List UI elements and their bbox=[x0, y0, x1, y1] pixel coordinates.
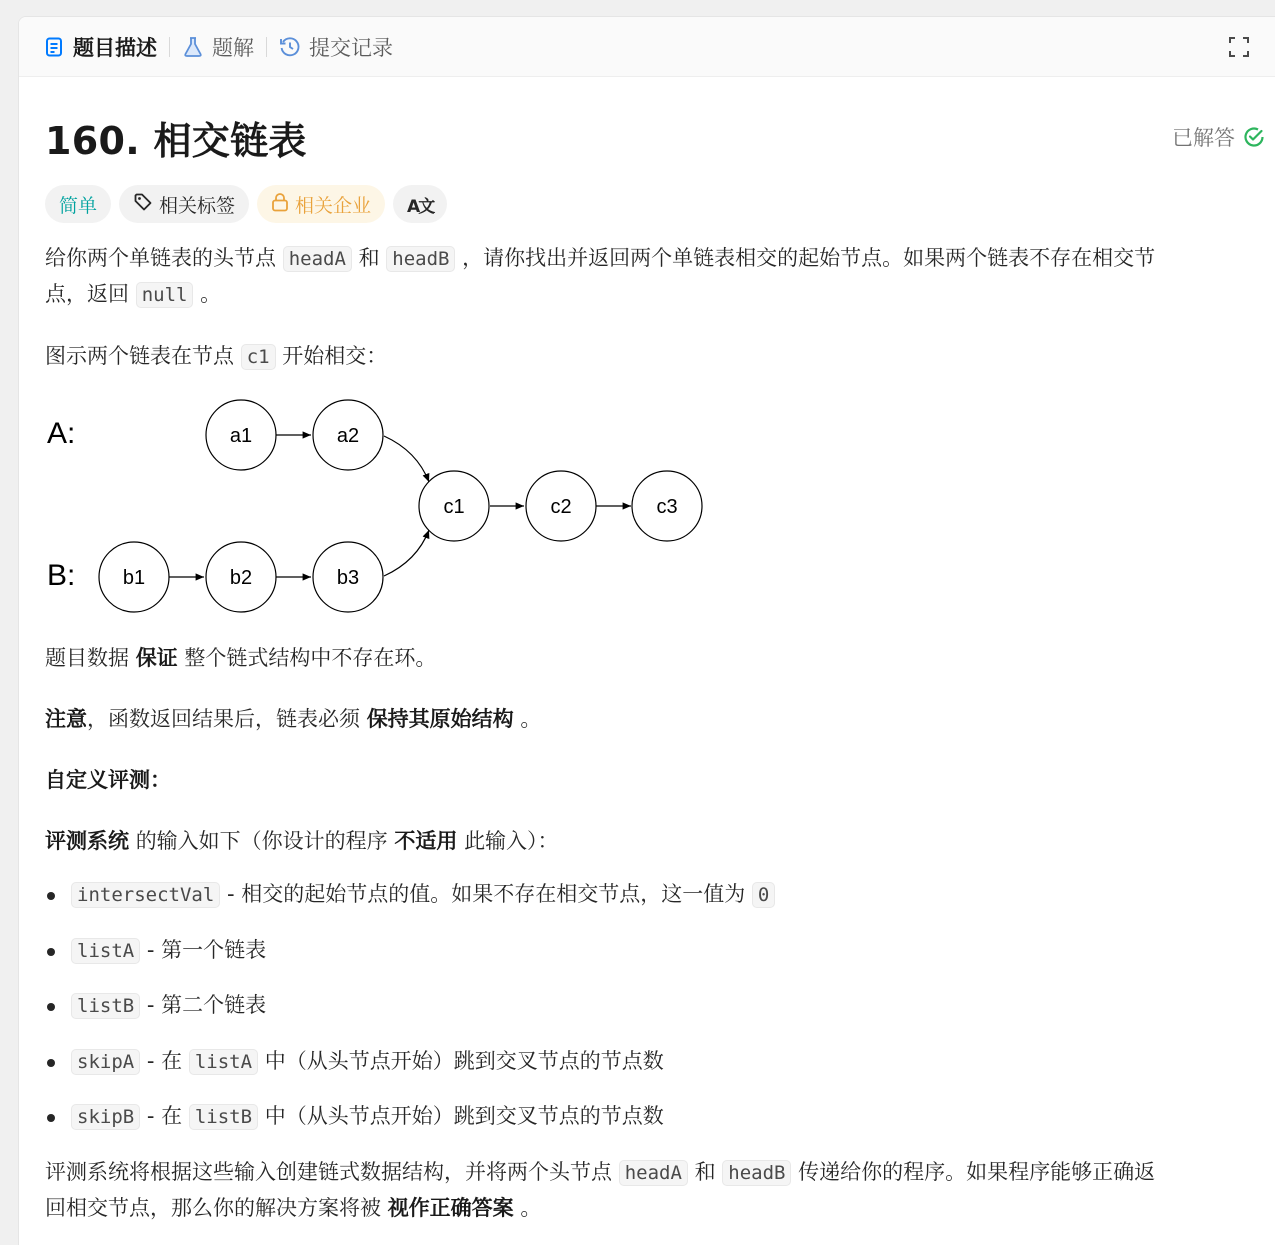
problem-title: 160. 相交链表 bbox=[45, 118, 307, 163]
node-label: b1 bbox=[122, 567, 146, 589]
node-label: a1 bbox=[229, 425, 253, 447]
related-tags-button[interactable] bbox=[119, 185, 249, 223]
code-inline: listA bbox=[189, 1049, 258, 1075]
fullscreen-icon[interactable] bbox=[1227, 35, 1251, 59]
note-paragraph bbox=[45, 702, 1261, 737]
edge-b3-c1 bbox=[384, 530, 429, 576]
input-list bbox=[45, 877, 1261, 1135]
guarantee-paragraph bbox=[45, 641, 1261, 676]
text-segment: 传递给你的程序。如果程序能够正确返 bbox=[798, 1159, 1156, 1184]
code-headA: headA bbox=[283, 246, 352, 272]
diagram-caption bbox=[45, 339, 1261, 375]
text-segment: 图示两个链表在节点 bbox=[45, 344, 234, 368]
text-segment: 中（从头节点开始）跳到交叉节点的节点数 bbox=[264, 1104, 664, 1128]
diagram-svg bbox=[45, 389, 745, 625]
text-segment: 给你两个单链表的头节点 bbox=[45, 246, 276, 270]
list-item bbox=[45, 988, 1261, 1024]
linked-list-diagram bbox=[45, 389, 1261, 625]
related-companies-label: 相关企业 bbox=[295, 194, 372, 217]
text-segment: 题目数据 bbox=[45, 646, 129, 670]
custom-judge-heading bbox=[45, 763, 1261, 798]
code-headA: headA bbox=[619, 1160, 688, 1186]
related-tags-label: 相关标签 bbox=[159, 194, 236, 217]
text-segment: - 相交的起始节点的值。如果不存在相交节点，这一值为 bbox=[226, 882, 746, 906]
code-headB: headB bbox=[722, 1160, 791, 1186]
code-c1: c1 bbox=[241, 344, 276, 370]
code-inline: 0 bbox=[752, 882, 775, 908]
difficulty-badge[interactable]: 简单 bbox=[45, 185, 111, 223]
code-inline: skipA bbox=[71, 1049, 140, 1075]
text-segment: 中（从头节点开始）跳到交叉节点的节点数 bbox=[264, 1048, 664, 1073]
problem-content bbox=[19, 77, 1275, 1226]
description-paragraph bbox=[45, 241, 1261, 313]
node-label: a2 bbox=[336, 425, 360, 447]
node-label: c3 bbox=[656, 496, 678, 518]
code-inline: listB bbox=[189, 1104, 258, 1130]
title-row bbox=[45, 77, 1261, 195]
document-icon bbox=[43, 36, 65, 58]
node-label: c2 bbox=[550, 496, 572, 518]
bold-text: 不适用 bbox=[394, 829, 458, 853]
text-segment: 。 bbox=[520, 707, 542, 731]
list-item bbox=[45, 933, 1261, 969]
tab-divider bbox=[266, 37, 267, 57]
text-segment: 。 bbox=[200, 282, 222, 306]
tag-row bbox=[45, 185, 1261, 225]
text-segment: 此输入）： bbox=[464, 829, 559, 853]
text-segment: 和 bbox=[694, 1159, 716, 1184]
code-null: null bbox=[136, 282, 194, 308]
translate-button[interactable] bbox=[393, 185, 447, 223]
code-inline: listB bbox=[71, 993, 140, 1019]
text-segment: 回相交节点，那么你的解决方案将被 bbox=[45, 1195, 381, 1220]
tab-solutions-label: 题解 bbox=[212, 35, 254, 60]
flask-icon bbox=[182, 36, 204, 58]
tab-submissions-label: 提交记录 bbox=[309, 35, 393, 60]
bold-text: 自定义评测： bbox=[45, 768, 171, 792]
check-circle-icon bbox=[1243, 126, 1265, 148]
code-headB: headB bbox=[386, 246, 455, 272]
translate-icon: A文 bbox=[407, 196, 434, 217]
bold-text: 视作正确答案 bbox=[387, 1195, 514, 1220]
node-label: b3 bbox=[336, 567, 360, 589]
list-a-label: A: bbox=[47, 417, 76, 450]
code-inline: skipB bbox=[71, 1104, 140, 1130]
text-segment: - 第一个链表 bbox=[146, 937, 267, 962]
text-segment: 。 bbox=[520, 1195, 542, 1220]
text-segment: 点，返回 bbox=[45, 282, 129, 306]
text-segment: - 第二个链表 bbox=[146, 993, 267, 1017]
bold-text: 注意 bbox=[45, 707, 87, 731]
node-label: c1 bbox=[443, 496, 465, 518]
list-item bbox=[45, 1099, 1261, 1135]
related-companies-button[interactable] bbox=[257, 185, 385, 223]
edge-a2-c1 bbox=[384, 436, 429, 482]
text-segment: - 在 bbox=[146, 1104, 183, 1128]
text-segment: 整个链式结构中不存在环。 bbox=[184, 646, 437, 670]
panel-tabbar bbox=[19, 17, 1275, 77]
solved-status bbox=[1172, 122, 1265, 152]
bold-text: 评测系统 bbox=[45, 829, 129, 853]
tab-description-label: 题目描述 bbox=[73, 35, 157, 60]
bold-text: 保证 bbox=[135, 646, 178, 670]
list-item bbox=[45, 1044, 1261, 1080]
text-segment: - 在 bbox=[146, 1048, 183, 1073]
judge-input-paragraph bbox=[45, 824, 1261, 859]
node-label: b2 bbox=[229, 567, 253, 589]
tab-submissions[interactable] bbox=[273, 17, 399, 77]
text-segment: ，请你找出并返回两个单链表相交的起始节点。如果两个链表不存在相交节 bbox=[462, 246, 1156, 270]
code-inline: listA bbox=[71, 938, 140, 964]
judge-summary-paragraph bbox=[45, 1155, 1261, 1226]
tab-solutions[interactable] bbox=[176, 17, 260, 77]
text-segment: ，函数返回结果后，链表必须 bbox=[87, 707, 360, 731]
text-segment: 评测系统将根据这些输入创建链式数据结构，并将两个头节点 bbox=[45, 1159, 612, 1184]
history-icon bbox=[279, 36, 301, 58]
lock-icon bbox=[271, 192, 289, 217]
description-panel bbox=[18, 16, 1275, 1245]
text-segment: 的输入如下（你设计的程序 bbox=[135, 829, 388, 853]
tab-divider bbox=[169, 37, 170, 57]
text-segment: 开始相交： bbox=[282, 344, 388, 368]
bold-text: 保持其原始结构 bbox=[366, 707, 514, 731]
tag-icon bbox=[133, 192, 153, 217]
text-segment: 和 bbox=[358, 246, 380, 270]
code-inline: intersectVal bbox=[71, 882, 220, 908]
tab-description[interactable] bbox=[37, 17, 163, 77]
list-item bbox=[45, 877, 1261, 913]
solved-label: 已解答 bbox=[1172, 126, 1235, 150]
list-b-label: B: bbox=[47, 559, 76, 592]
